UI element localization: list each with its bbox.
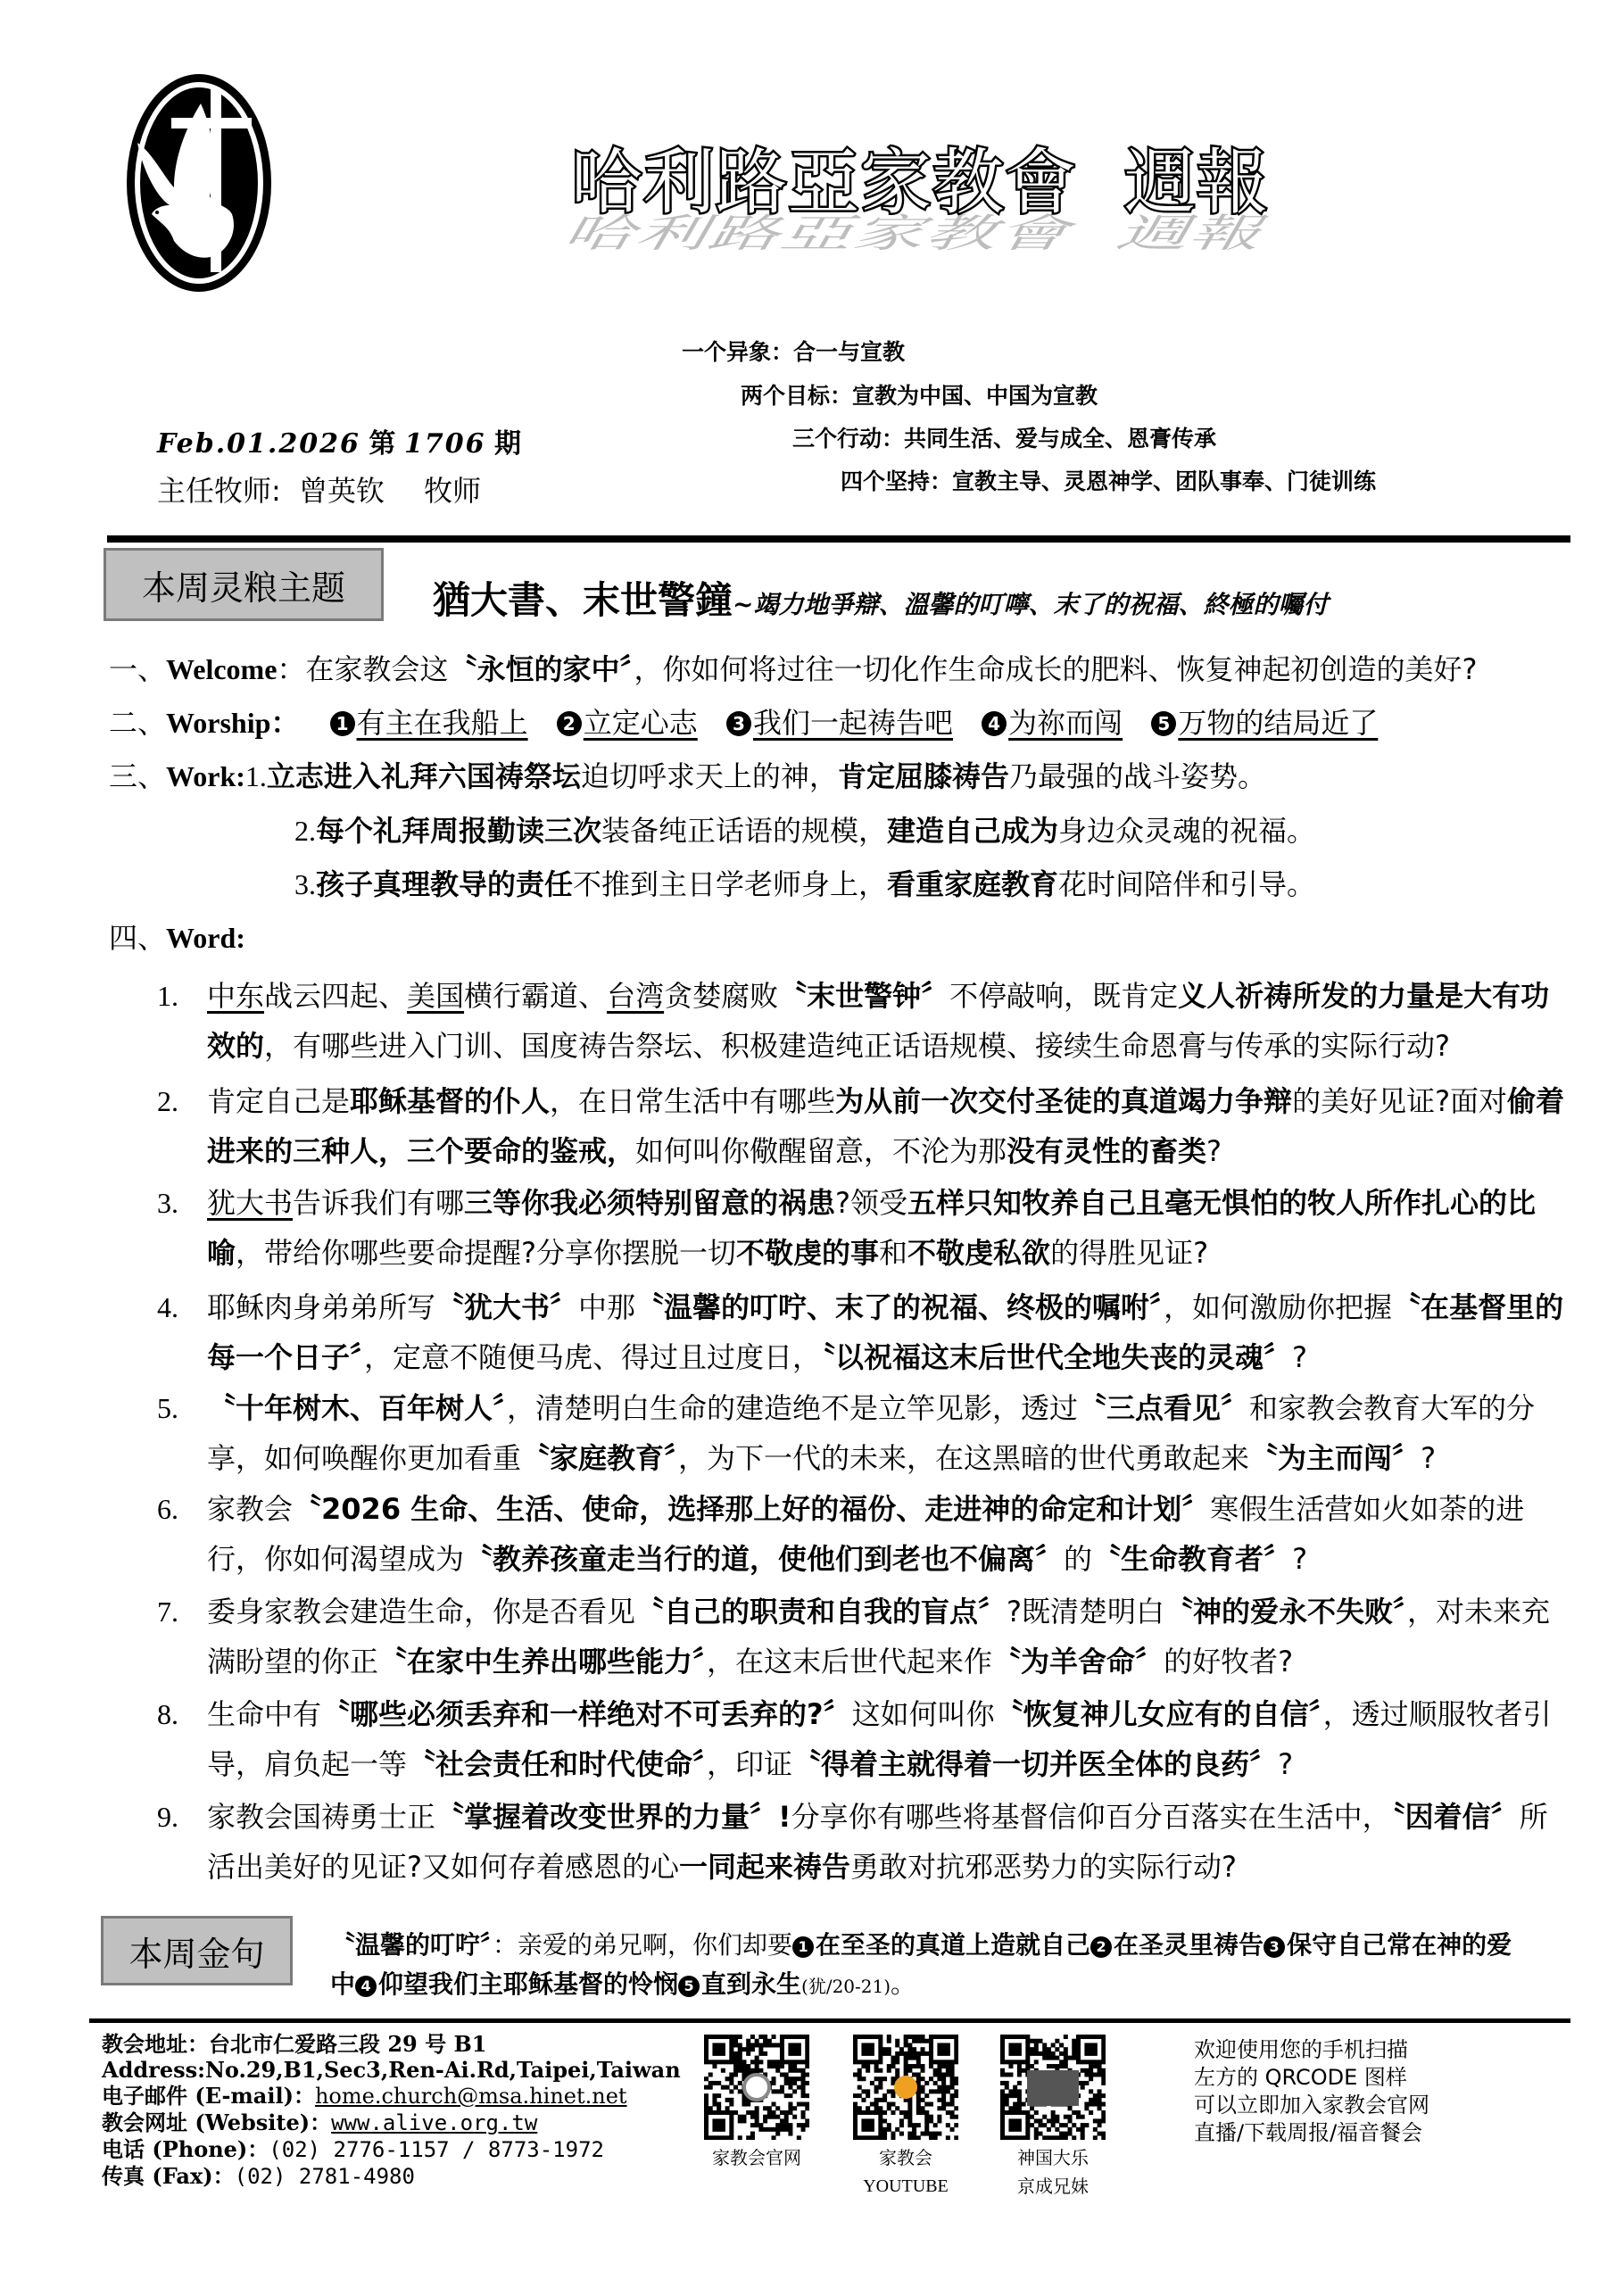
worship-song[interactable] [557, 706, 698, 740]
issue-info [157, 421, 521, 460]
question-item [157, 1689, 1567, 1789]
song-title: 立定心志 [583, 706, 698, 740]
phone-row: 电话 (Phone)：(02) 2776-1157 / 8773-1972 [102, 2136, 604, 2162]
question-segment: 委身家教会建造生命，你是否看见 [207, 1595, 636, 1629]
question-item [157, 1383, 1567, 1483]
pastor-name: 曾英钦 [298, 474, 385, 508]
question-segment: ，带给你哪些要命提醒?分享你摆脱一切 [236, 1236, 737, 1270]
emphasis-text: 〝神的爱永不失败〞 [1164, 1595, 1408, 1629]
underlined-text: 美国 [407, 979, 465, 1013]
section-label: Welcome [166, 653, 278, 685]
qr-caption-2: YOUTUBE [863, 2176, 949, 2196]
address-cn: 教会地址：台北市仁爱路三段 29 号 B1 [102, 2031, 487, 2057]
song-title: 为祢而闯 [1008, 706, 1123, 740]
emphasis-text: 为从前一次交付圣徒的真道竭力争辩 [835, 1084, 1293, 1118]
emphasis-text: 〝为主而闯〞 [1249, 1441, 1421, 1475]
section-work [109, 754, 1266, 795]
verse-intro: ：亲爱的弟兄啊，你们却要 [493, 1930, 793, 1960]
issue-date: Feb.01.2026 [157, 428, 360, 460]
verse-point: 5 直到永生 [678, 1969, 801, 1999]
question-segment: 的美好见证?面对 [1292, 1084, 1508, 1118]
welcome-highlight: 〝永恒的家中〞 [448, 652, 634, 686]
number-1-icon: 1 [792, 1936, 814, 1958]
emphasis-text: 〝2026 生命、生活、使命，选择那上好的福份、走进神的命定和计划〞 [293, 1492, 1211, 1526]
pastor-title: 牧师 [424, 474, 482, 508]
issue-number: 1706 [403, 428, 486, 460]
question-number: 4. [157, 1291, 178, 1323]
question-segment: ? [1421, 1441, 1437, 1475]
question-number: 5. [157, 1392, 178, 1424]
emphasis-text: 不敬虔私欲 [907, 1236, 1051, 1270]
emphasis-text: 耶稣基督的仆人 [350, 1084, 551, 1118]
pastor-label: 主任牧师: [157, 474, 281, 508]
question-item [157, 1484, 1567, 1584]
question-segment: 这如何叫你 [851, 1697, 995, 1731]
number-2-icon: 2 [557, 711, 582, 736]
work-item-2 [294, 808, 1315, 850]
question-segment: ，在这末后世代起来作 [707, 1645, 993, 1678]
emphasis-text: 一同起来祷告 [679, 1850, 851, 1884]
email-link[interactable]: home.church@msa.hinet.net [314, 2084, 627, 2109]
section-word [109, 916, 245, 957]
work-item-text: 身边众灵魂的祝福。 [1058, 814, 1316, 848]
website-row: 教会网址 (Website)：www.alive.org.tw [102, 2110, 538, 2135]
issue-prefix: 第 [369, 428, 396, 460]
qrcode-icon[interactable] [704, 2035, 809, 2140]
qr-code-website[interactable] [694, 2035, 819, 2172]
question-segment: 分享你有哪些将基督信仰百分百落实在生活中， [791, 1800, 1391, 1834]
question-number: 9. [157, 1801, 178, 1833]
question-segment: 家教会国祷勇士正 [207, 1800, 436, 1834]
question-text [207, 1178, 1567, 1278]
vision-line-4: 四个坚持：宣教主导、灵恩神学、团队事奉、门徒训练 [841, 468, 1377, 494]
weekly-verse [330, 1926, 1526, 2006]
theme-sub: ~竭力地爭辯、溫馨的叮嚀、末了的祝福、終極的囑付 [733, 590, 1329, 619]
question-text [207, 1282, 1567, 1382]
issue-suffix: 期 [494, 428, 521, 460]
question-segment: ? [1292, 1340, 1308, 1374]
theme-title [433, 571, 1328, 625]
section-number: 二、 [109, 706, 167, 740]
title-shadow: 哈利路亞家教會 週報 [556, 210, 1280, 256]
section-number: 四、 [109, 921, 167, 955]
worship-song[interactable] [982, 706, 1123, 740]
emphasis-text: 〝为羊舍命〞 [992, 1645, 1164, 1678]
question-text [207, 1792, 1567, 1892]
work-item-number: 1. [244, 760, 267, 792]
question-number: 6. [157, 1493, 178, 1525]
emphasis-text: 〝社会责任和时代使命〞 [407, 1747, 708, 1781]
qr-caption: 神国大乐 [1017, 2147, 1089, 2168]
underlined-text: 中东 [207, 979, 265, 1013]
number-5-icon: 5 [1151, 711, 1176, 736]
question-segment: 耶稣肉身弟弟所写 [207, 1290, 436, 1324]
question-number: 8. [157, 1698, 178, 1730]
header-divider [107, 535, 1570, 543]
emphasis-text: 〝自己的职责和自我的盲点〞 [635, 1595, 1007, 1629]
question-text [207, 1076, 1567, 1176]
work-item-3 [294, 862, 1315, 903]
verse-point: 3 保守自己常在神的爱中 [330, 1930, 1512, 1999]
number-4-icon: 4 [355, 1976, 377, 1997]
song-title: 万物的结局近了 [1178, 706, 1379, 740]
question-segment: ，对未来充满盼望的你正 [207, 1595, 1551, 1678]
website-link[interactable]: www.alive.org.tw [331, 2110, 538, 2135]
question-text [207, 1383, 1567, 1483]
vision-line-2: 两个目标：宣教为中国、中国为宣教 [741, 383, 1098, 409]
verse-label-box [101, 1916, 293, 1985]
question-segment: 勇敢对抗邪恶势力的实际行动? [850, 1850, 1238, 1884]
emphasis-text: 偷着进来的三种人，三个要命的鉴戒， [207, 1084, 1565, 1168]
dove-cross-icon [125, 71, 273, 294]
work-item-text: 乃最强的战斗姿势。 [1008, 759, 1266, 793]
emphasis-text: 没有灵性的畜类 [1007, 1134, 1207, 1168]
qr-caption: 家教会官网 [712, 2147, 801, 2168]
question-segment: ，清楚明白生命的建造绝不是立竿见影，透过 [507, 1391, 1079, 1425]
separator: : [236, 922, 245, 954]
work-item-bold: 孩子真理教导的责任 [316, 867, 574, 901]
address-en: Address:No.29,B1,Sec3,Ren-Ai.Rd,Taipei,Taiwan [102, 2057, 681, 2083]
question-text [207, 971, 1567, 1071]
question-item [157, 1587, 1567, 1687]
emphasis-text: 〝犹大书〞 [435, 1290, 579, 1324]
section-number: 一、 [109, 652, 167, 686]
number-4-icon: 4 [982, 711, 1007, 736]
question-segment: ? [1278, 1747, 1294, 1781]
emphasis-text: 〝家庭教育〞 [521, 1441, 679, 1475]
emphasis-text: 义人祈祷所发的力量是大有功效的 [207, 979, 1550, 1063]
emphasis-text: 〝在家中生养出哪些能力〞 [378, 1645, 708, 1678]
work-item-bold: 肯定屈膝祷告 [837, 759, 1009, 793]
question-item [157, 1178, 1567, 1278]
verse-point: 2 在圣灵里祷告 [1090, 1930, 1264, 1960]
work-item-text: 装备纯正话语的规模， [601, 814, 888, 848]
welcome-text-2: ，你如何将过往一切化作生命成长的肥料、恢复神起初创造的美好? [634, 652, 1478, 686]
question-item [157, 1792, 1567, 1892]
question-segment: ，印证 [707, 1747, 793, 1781]
work-item-number: 3. [294, 868, 316, 900]
number-3-icon: 3 [726, 711, 751, 736]
pastor-info [157, 468, 481, 510]
question-segment: ?既清楚明白 [1007, 1595, 1165, 1629]
question-segment: 的 [1064, 1542, 1093, 1576]
emphasis-text: 〝恢复神儿女应有的自信〞 [994, 1697, 1323, 1731]
emphasis-text: 五样只知牧养自己且毫无惧怕的牧人所作扎心的比喻 [207, 1186, 1537, 1270]
section-worship [109, 700, 1397, 742]
question-segment: ，为下一代的未来，在这黑暗的世代勇敢起来 [678, 1441, 1250, 1475]
work-item-text: 不推到主日学老师身上， [573, 867, 888, 901]
verse-label: 本周金句 [128, 1934, 265, 1974]
number-2-icon: 2 [1090, 1936, 1112, 1958]
qrcode-icon[interactable] [853, 2035, 958, 2140]
question-segment: 肯定自己是 [207, 1084, 351, 1118]
qr-code-youtube[interactable] [843, 2035, 968, 2201]
emphasis-text: 〝在基督里的每一个日子〞 [207, 1290, 1564, 1374]
vision-line-1: 一个异象：合一与宣教 [682, 339, 906, 365]
question-segment: 的好牧者? [1164, 1645, 1294, 1678]
question-segment: ，透过顺服牧者引导，肩负起一等 [207, 1697, 1552, 1781]
number-5-icon: 5 [678, 1976, 700, 1997]
worship-song[interactable] [726, 706, 953, 740]
section-label: Worship [166, 707, 271, 739]
verse-end: 。 [891, 1969, 916, 1999]
verse-lead: 〝温馨的叮咛〞 [330, 1930, 493, 1960]
qr-pattern [853, 2035, 958, 2140]
question-segment: 所活出美好的见证?又如何存着感恩的心 [207, 1800, 1548, 1884]
section-number: 三、 [109, 759, 167, 793]
theme-main: 猶大書、末世警鐘 [433, 578, 733, 622]
question-segment: ? [1206, 1134, 1222, 1168]
emphasis-text: 〝教养孩童走当行的道，使他们到老也不偏离〞 [464, 1542, 1065, 1576]
question-segment: ? [1292, 1542, 1308, 1576]
emphasis-text: 〝十年树木、百年树人〞 [207, 1391, 508, 1425]
number-1-icon: 1 [330, 711, 355, 736]
scan-instructions: 欢迎使用您的手机扫描 左方的 QRCODE 图样 可以立即加入家教会官网 直播/下载周报/福音餐会 [1194, 2037, 1429, 2145]
email-row: 电子邮件 (E-mail)：home.church@msa.hinet.net [102, 2083, 627, 2109]
section-label: Word [166, 922, 236, 954]
question-segment: ，有哪些进入门训、国度祷告祭坛、积极建造纯正话语规模、接续生命恩膏与传承的实际行动? [264, 1029, 1451, 1063]
separator: ： [270, 707, 300, 739]
emphasis-text: 三等你我必须特别留意的祸患 [464, 1186, 836, 1220]
question-number: 3. [157, 1187, 178, 1219]
question-segment: 如何叫你儆醒留意，不沦为那 [635, 1134, 1007, 1168]
fax-row: 传真 (Fax)：(02) 2781-4980 [102, 2163, 415, 2189]
qr-caption-2: 京成兄妹 [1017, 2176, 1089, 2197]
emphasis-text: 〝以祝福这末后世代全地失丧的灵魂〞 [821, 1340, 1293, 1374]
emphasis-text: 〝生命教育者〞 [1092, 1542, 1293, 1576]
question-segment: ?领受 [835, 1186, 908, 1220]
question-number: 1. [157, 980, 178, 1012]
question-segment: ，在日常生活中有哪些 [550, 1084, 836, 1118]
emphasis-text: 〝末世警钟〞 [778, 979, 950, 1013]
emphasis-text: 〝三点看见〞 [1078, 1391, 1250, 1425]
question-segment: 不停敲响，既肯定 [949, 979, 1179, 1013]
welcome-text-1: 在家教会这 [305, 652, 449, 686]
underlined-text: 台湾 [607, 979, 665, 1013]
question-number: 2. [157, 1085, 178, 1117]
separator: ： [277, 652, 306, 686]
question-segment: 的得胜见证? [1050, 1236, 1209, 1270]
question-segment: 寒假生活营如火如荼的进行，你如何渴望成为 [207, 1492, 1525, 1576]
qrcode-icon[interactable] [1000, 2035, 1106, 2140]
question-segment: 贪婪腐败 [664, 979, 779, 1013]
work-item-bold: 立志进入礼拜六国祷祭坛 [266, 759, 581, 793]
question-segment: 告诉我们有哪 [293, 1186, 465, 1220]
qr-pattern [704, 2035, 809, 2140]
emphasis-text: 〝哪些必须丢弃和一样绝对不可丢弃的?〞 [321, 1697, 852, 1731]
newsletter-title [556, 125, 1303, 256]
emphasis-text: 不敬虔的事 [736, 1236, 880, 1270]
question-segment: 战云四起、 [264, 979, 408, 1013]
church-logo [125, 71, 273, 294]
question-number: 7. [157, 1596, 178, 1628]
contact-info [102, 2031, 681, 2190]
emphasis-text: 〝掌握着改变世界的力量〞! [435, 1800, 791, 1834]
title-text: 哈利路亞家教會 週報 [571, 141, 1269, 224]
question-item [157, 971, 1567, 1071]
question-text [207, 1689, 1567, 1789]
worship-song[interactable] [1151, 706, 1378, 740]
question-text [207, 1587, 1567, 1687]
theme-label: 本周灵粮主题 [141, 568, 345, 608]
church-logo-icon [894, 2076, 917, 2099]
question-segment: ，如何激励你把握 [1164, 1290, 1393, 1324]
qr-pattern [1000, 2035, 1106, 2140]
question-segment: ，定意不随便马虎、得过且过度日， [364, 1340, 822, 1374]
work-item-number: 2. [294, 815, 316, 847]
photo-icon [1027, 2070, 1079, 2106]
question-text [207, 1484, 1567, 1584]
emphasis-text: 〝因着信〞 [1390, 1800, 1520, 1834]
question-segment: 横行霸道、 [464, 979, 608, 1013]
qr-code-music[interactable] [990, 2035, 1115, 2201]
verse-point: 1 在至圣的真道上造就自己 [792, 1930, 1090, 1960]
section-label: Work [166, 760, 236, 792]
question-item [157, 1282, 1567, 1382]
song-title: 有主在我船上 [356, 706, 528, 740]
theme-label-box [104, 548, 384, 621]
question-item [157, 1076, 1567, 1176]
work-item-bold: 看重家庭教育 [887, 867, 1059, 901]
verse-point: 4 仰望我们主耶稣基督的怜悯 [355, 1969, 678, 1999]
verse-reference: (犹/20-21) [801, 1976, 891, 1997]
vision-line-3: 三个行动：共同生活、爱与成全、恩膏传承 [792, 426, 1217, 452]
question-segment: 和家教会教育大军的分享，如何唤醒你更加看重 [207, 1391, 1536, 1475]
emphasis-text: 〝得着主就得着一切并医全体的良药〞 [792, 1747, 1279, 1781]
globe-icon [744, 2075, 769, 2100]
work-item-bold: 每个礼拜周报勤读三次 [316, 814, 602, 848]
question-segment: 中那 [578, 1290, 636, 1324]
worship-song[interactable] [330, 706, 528, 740]
qr-caption: 家教会 [879, 2147, 932, 2168]
emphasis-text: 〝温馨的叮咛、末了的祝福、终极的嘱咐〞 [635, 1290, 1164, 1324]
separator: : [236, 760, 245, 792]
song-title: 我们一起祷告吧 [752, 706, 953, 740]
question-segment: 和 [879, 1236, 908, 1270]
section-welcome [109, 647, 1477, 688]
work-item-text: 花时间陪伴和引导。 [1058, 867, 1316, 901]
question-segment: 家教会 [207, 1492, 294, 1526]
question-segment: 生命中有 [207, 1697, 322, 1731]
work-item-text: 迫切呼求天上的神， [580, 759, 838, 793]
number-3-icon: 3 [1264, 1936, 1285, 1958]
underlined-text: 犹大书 [207, 1186, 294, 1220]
work-item-bold: 建造自己成为 [887, 814, 1059, 848]
footer-divider [89, 2018, 1570, 2023]
